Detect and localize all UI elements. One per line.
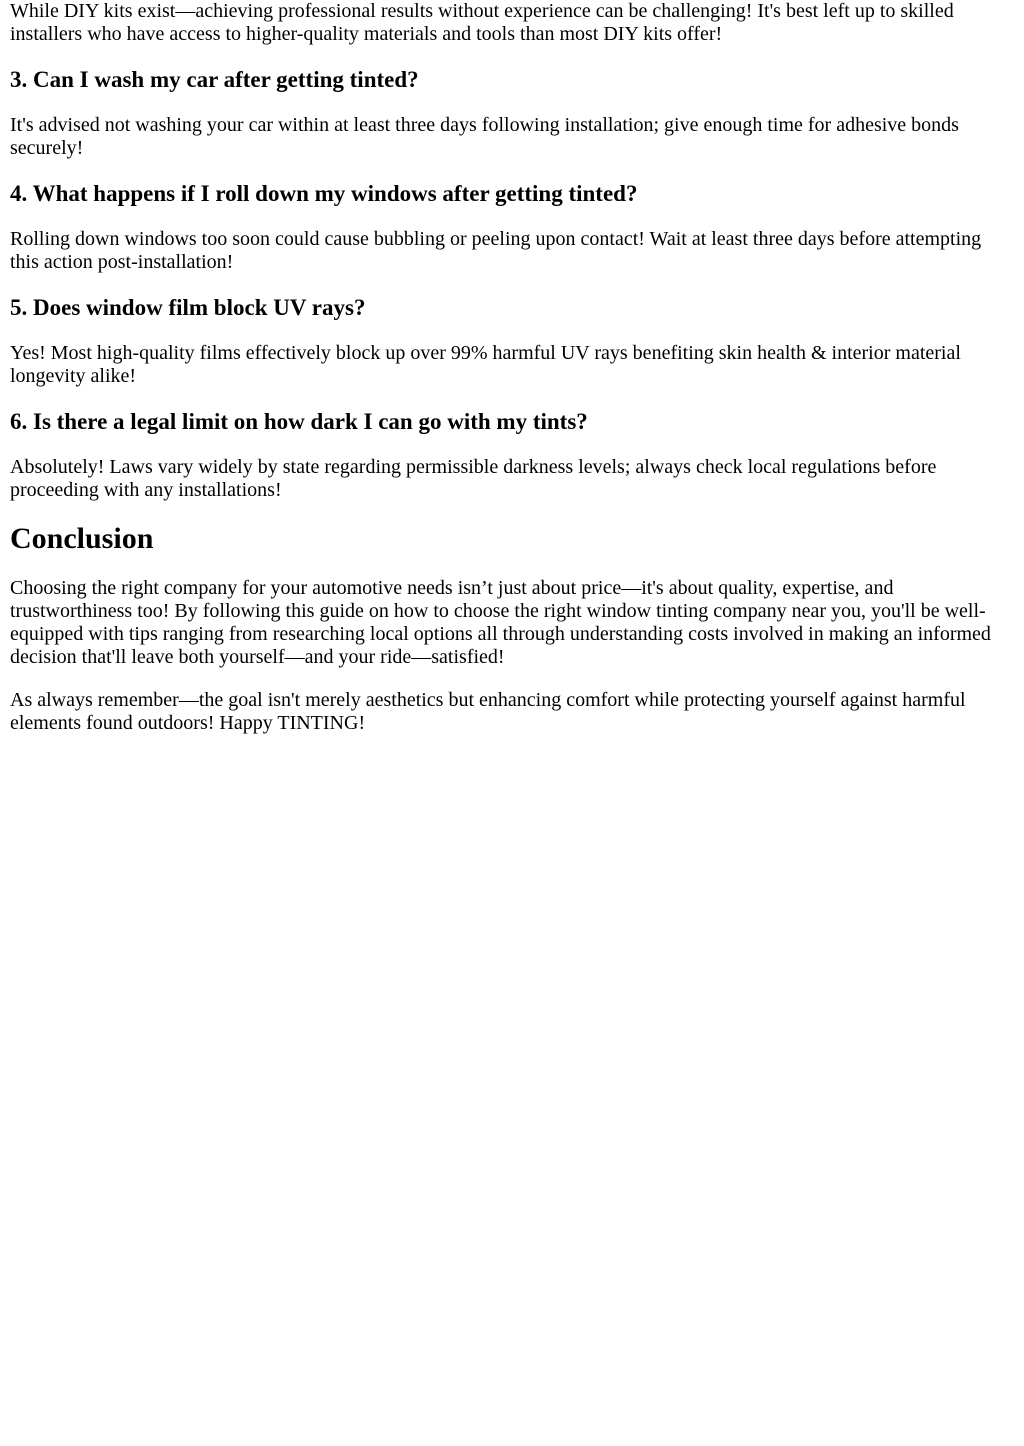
faq-answer-6: Absolutely! Laws vary widely by state regarding permissible darkness levels; always check local regulations before proceeding with any installations! — [10, 456, 937, 501]
faq-item-4 — [10, 180, 1014, 274]
conclusion-paragraph-1: Choosing the right company for your automotive needs isn’t just about price—it's about quality, expertise, and trustworthiness too! By following this guide on how to choose the right window tinting company near you, you'll be well-equipped with tips ranging from researching local options all through understanding costs involved in making an informed decision that'll leave both yourself—and your ride—satisfied! — [10, 577, 991, 668]
faq-answer-5: Yes! Most high-quality films effectively block up over 99% harmful UV rays benefiting skin health & interior material longevity alike! — [10, 342, 961, 387]
faq-question-4: 4. What happens if I roll down my windows after getting tinted? — [10, 181, 638, 206]
faq-question-6: 6. Is there a legal limit on how dark I can go with my tints? — [10, 409, 588, 434]
faq-item-5 — [10, 294, 1014, 388]
faq-answer-3: It's advised not washing your car within at least three days following installation; give enough time for adhesive bonds securely! — [10, 114, 959, 159]
conclusion-section — [10, 522, 1014, 735]
faq-question-5: 5. Does window film block UV rays? — [10, 295, 366, 320]
faq-answer-4: Rolling down windows too soon could cause bubbling or peeling upon contact! Wait at least three days before attempting this action post-installation! — [10, 228, 982, 273]
faq-item-6 — [10, 408, 1014, 502]
faq-item-3 — [10, 66, 1014, 160]
intro-paragraph: While DIY kits exist—achieving professional results without experience can be challenging! It's best left up to skilled installers who have access to higher-quality materials and tools than most DIY kits offer! — [10, 0, 954, 45]
faq-question-3: 3. Can I wash my car after getting tinted? — [10, 67, 419, 92]
conclusion-paragraph-2: As always remember—the goal isn't merely aesthetics but enhancing comfort while protecting yourself against harmful elements found outdoors! Happy TINTING! — [10, 689, 966, 734]
conclusion-heading: Conclusion — [10, 522, 154, 555]
